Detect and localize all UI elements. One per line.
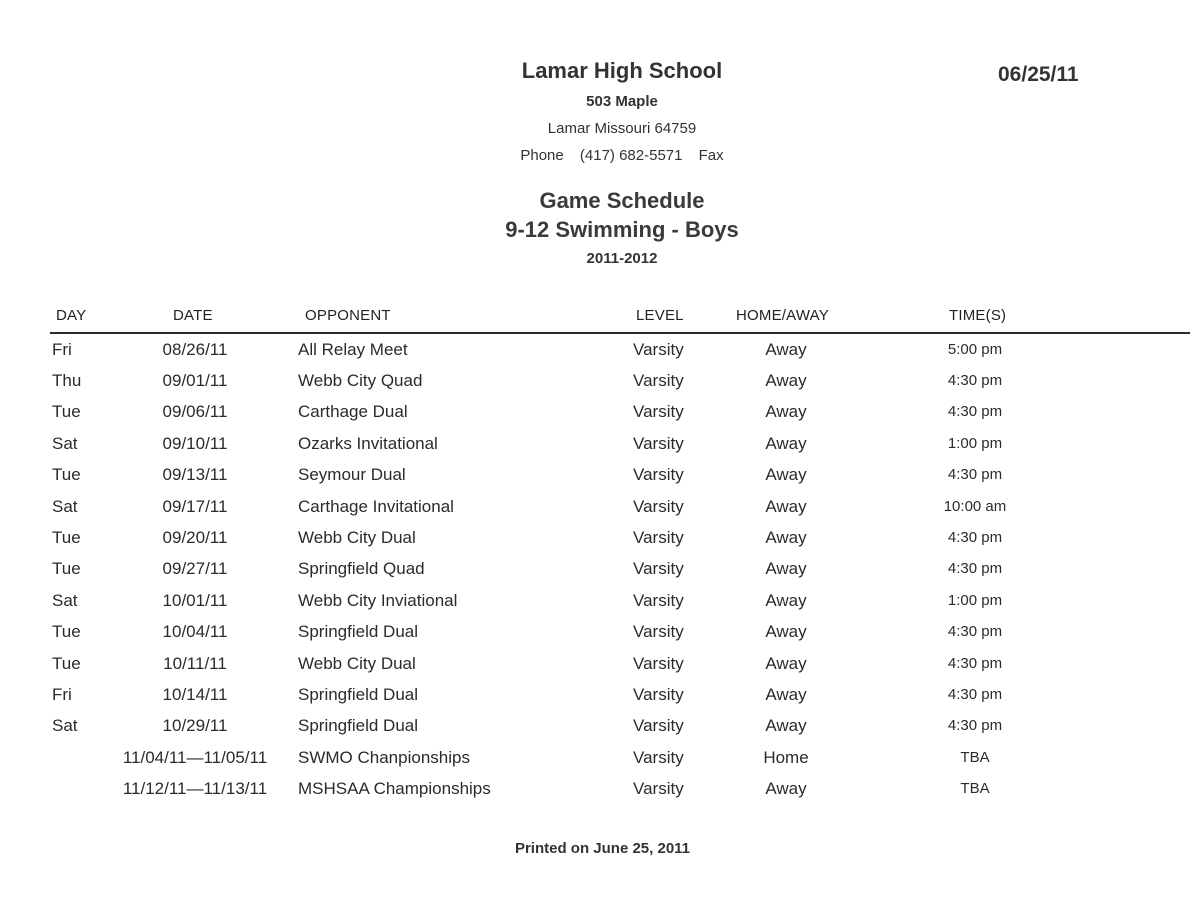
row-date: 10/11/11 bbox=[163, 654, 227, 673]
season-label: 2011-2012 bbox=[586, 250, 658, 267]
row-time: TBA bbox=[960, 780, 990, 797]
table-row bbox=[0, 465, 1200, 496]
row-level: Varsity bbox=[633, 779, 684, 798]
row-time: 1:00 pm bbox=[947, 592, 1003, 609]
table-row bbox=[0, 654, 1200, 685]
row-level: Varsity bbox=[633, 748, 684, 767]
row-date: 11/04/11—11/05/11 bbox=[122, 748, 268, 767]
row-home-away: Away bbox=[765, 779, 807, 798]
row-day: Tue bbox=[52, 528, 81, 547]
row-date: 09/20/11 bbox=[162, 528, 228, 547]
phone-number: (417) 682-5571 bbox=[579, 147, 683, 164]
row-date: 10/29/11 bbox=[162, 716, 228, 735]
row-opponent: Webb City Quad bbox=[298, 371, 423, 390]
row-level: Varsity bbox=[633, 465, 684, 484]
row-opponent: All Relay Meet bbox=[298, 340, 408, 359]
row-home-away: Away bbox=[765, 340, 807, 359]
row-day: Tue bbox=[52, 465, 81, 484]
column-header-date: DATE bbox=[173, 307, 213, 324]
row-opponent: SWMO Chanpionships bbox=[298, 748, 470, 767]
row-date: 09/17/11 bbox=[162, 497, 228, 516]
table-row bbox=[0, 497, 1200, 528]
row-level: Varsity bbox=[633, 654, 684, 673]
row-level: Varsity bbox=[633, 685, 684, 704]
row-date: 09/01/11 bbox=[162, 371, 228, 390]
row-home-away: Away bbox=[765, 465, 807, 484]
table-row bbox=[0, 340, 1200, 371]
row-opponent: Springfield Dual bbox=[298, 716, 419, 735]
row-time: 4:30 pm bbox=[947, 466, 1003, 483]
table-row bbox=[0, 371, 1200, 402]
row-home-away: Away bbox=[765, 559, 807, 578]
row-level: Varsity bbox=[633, 497, 684, 516]
row-day: Fri bbox=[52, 340, 72, 359]
phone-fax-line bbox=[400, 147, 844, 164]
phone-label: Phone bbox=[520, 147, 564, 164]
row-time: 5:00 pm bbox=[947, 341, 1003, 358]
row-level: Varsity bbox=[633, 716, 684, 735]
column-header-opponent: OPPONENT bbox=[305, 307, 391, 324]
row-day: Sat bbox=[52, 434, 78, 453]
row-time: 4:30 pm bbox=[947, 372, 1003, 389]
row-date: 10/01/11 bbox=[162, 591, 228, 610]
row-opponent: Ozarks Invitational bbox=[298, 434, 438, 453]
row-day: Sat bbox=[52, 591, 78, 610]
table-row bbox=[0, 528, 1200, 559]
row-date: 09/27/11 bbox=[162, 559, 228, 578]
sport-title: 9-12 Swimming - Boys bbox=[505, 217, 739, 242]
row-opponent: Springfield Dual bbox=[298, 622, 419, 641]
row-time: 4:30 pm bbox=[947, 655, 1003, 672]
table-row bbox=[0, 716, 1200, 747]
row-time: 4:30 pm bbox=[947, 686, 1003, 703]
row-time: 4:30 pm bbox=[947, 529, 1003, 546]
row-opponent: Carthage Dual bbox=[298, 402, 408, 421]
row-date: 10/04/11 bbox=[162, 622, 228, 641]
row-time: 4:30 pm bbox=[947, 403, 1003, 420]
row-level: Varsity bbox=[633, 434, 684, 453]
row-opponent: MSHSAA Championships bbox=[298, 779, 491, 798]
fax-label: Fax bbox=[698, 147, 724, 164]
school-name: Lamar High School bbox=[521, 58, 723, 83]
row-level: Varsity bbox=[633, 340, 684, 359]
row-opponent: Webb City Dual bbox=[298, 528, 416, 547]
table-row bbox=[0, 591, 1200, 622]
row-day: Tue bbox=[52, 654, 81, 673]
table-row bbox=[0, 685, 1200, 716]
header-date: 06/25/11 bbox=[998, 63, 1079, 86]
row-day: Sat bbox=[52, 497, 78, 516]
row-opponent: Carthage Invitational bbox=[298, 497, 454, 516]
table-row bbox=[0, 402, 1200, 433]
row-date: 09/13/11 bbox=[162, 465, 228, 484]
column-header-time: TIME(S) bbox=[949, 307, 1007, 324]
row-level: Varsity bbox=[633, 591, 684, 610]
header-rule bbox=[50, 332, 1190, 334]
table-row bbox=[0, 748, 1200, 779]
row-day: Tue bbox=[52, 402, 81, 421]
column-header-home-away: HOME/AWAY bbox=[736, 307, 829, 324]
row-home-away: Home bbox=[763, 748, 809, 767]
column-header-level: LEVEL bbox=[636, 307, 684, 324]
table-row bbox=[0, 622, 1200, 653]
row-opponent: Springfield Dual bbox=[298, 685, 419, 704]
row-time: 10:00 am bbox=[943, 498, 1007, 515]
row-level: Varsity bbox=[633, 559, 684, 578]
row-day: Tue bbox=[52, 622, 81, 641]
row-time: 4:30 pm bbox=[947, 560, 1003, 577]
row-time: TBA bbox=[960, 749, 990, 766]
row-date: 09/06/11 bbox=[162, 402, 228, 421]
row-home-away: Away bbox=[765, 528, 807, 547]
row-opponent: Seymour Dual bbox=[298, 465, 406, 484]
row-date: 09/10/11 bbox=[162, 434, 228, 453]
row-time: 4:30 pm bbox=[947, 717, 1003, 734]
table-row bbox=[0, 779, 1200, 810]
row-date: 11/12/11—11/13/11 bbox=[122, 779, 268, 798]
row-date: 10/14/11 bbox=[162, 685, 228, 704]
printed-on-footer: Printed on June 25, 2011 bbox=[514, 840, 691, 857]
row-home-away: Away bbox=[765, 716, 807, 735]
row-home-away: Away bbox=[765, 685, 807, 704]
row-level: Varsity bbox=[633, 371, 684, 390]
row-home-away: Away bbox=[765, 434, 807, 453]
row-level: Varsity bbox=[633, 402, 684, 421]
row-date: 08/26/11 bbox=[162, 340, 228, 359]
table-row bbox=[0, 434, 1200, 465]
row-home-away: Away bbox=[765, 622, 807, 641]
row-time: 4:30 pm bbox=[947, 623, 1003, 640]
row-home-away: Away bbox=[765, 371, 807, 390]
table-row bbox=[0, 559, 1200, 590]
row-home-away: Away bbox=[765, 654, 807, 673]
row-home-away: Away bbox=[765, 591, 807, 610]
row-home-away: Away bbox=[765, 402, 807, 421]
street-address: 503 Maple bbox=[586, 93, 658, 110]
column-header-day: DAY bbox=[56, 307, 87, 324]
row-day: Fri bbox=[52, 685, 72, 704]
row-time: 1:00 pm bbox=[947, 435, 1003, 452]
row-day: Thu bbox=[52, 371, 82, 390]
row-day: Sat bbox=[52, 716, 78, 735]
schedule-title: Game Schedule bbox=[539, 188, 705, 213]
row-level: Varsity bbox=[633, 528, 684, 547]
city-state-zip: Lamar Missouri 64759 bbox=[547, 120, 697, 137]
row-opponent: Webb City Dual bbox=[298, 654, 416, 673]
row-day: Tue bbox=[52, 559, 81, 578]
row-level: Varsity bbox=[633, 622, 684, 641]
row-home-away: Away bbox=[765, 497, 807, 516]
row-opponent: Springfield Quad bbox=[298, 559, 425, 578]
row-opponent: Webb City Inviational bbox=[298, 591, 458, 610]
